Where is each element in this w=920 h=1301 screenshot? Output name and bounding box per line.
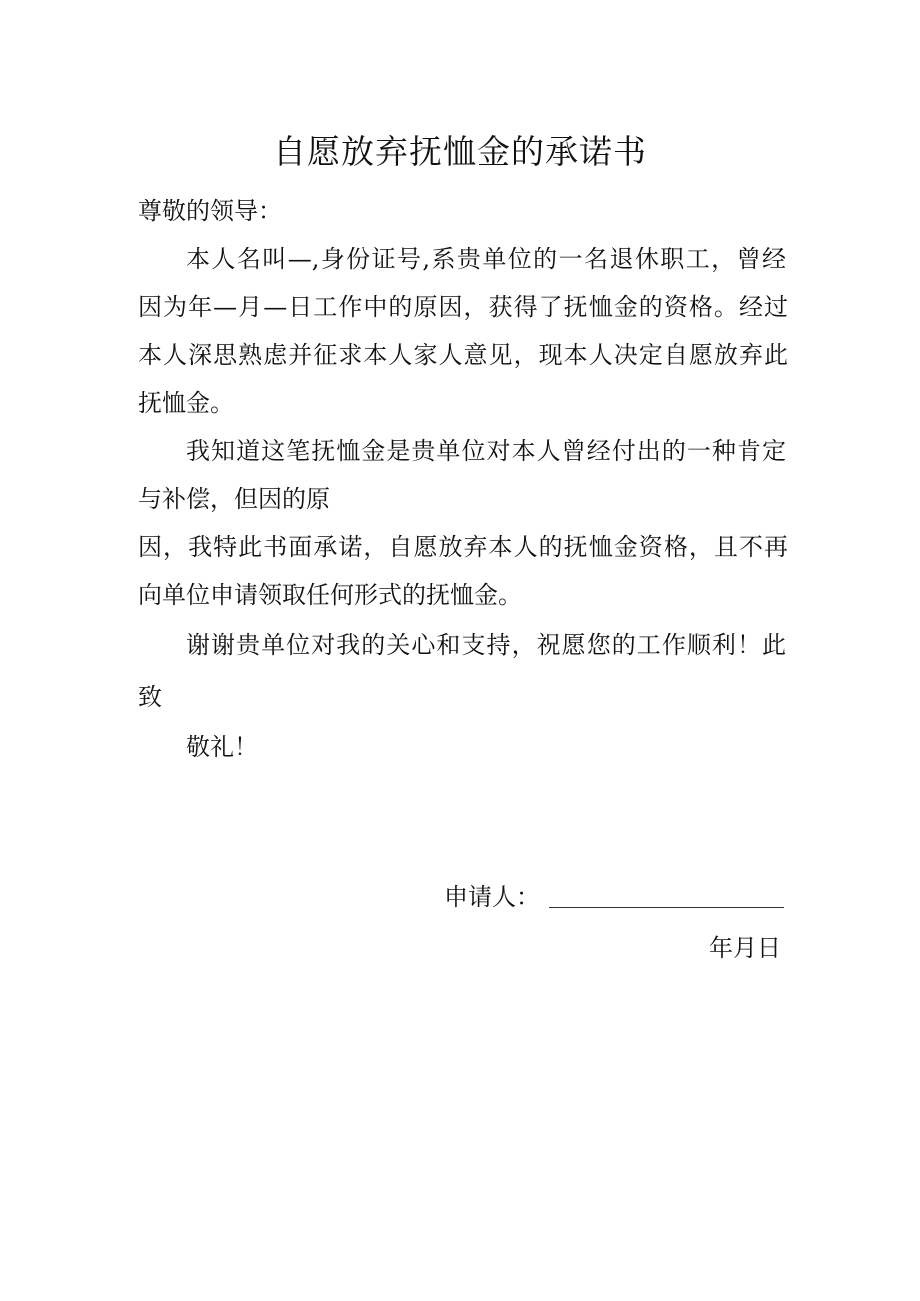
paragraph-1-line-1: 本人名叫—,身份证号,系贵单位的一名退休职工，曾经 <box>186 245 786 273</box>
salutation: 尊敬的领导： <box>138 197 282 225</box>
paragraph-1-line-4: 抚恤金。 <box>138 389 234 417</box>
closing-greeting: 敬礼！ <box>186 733 258 761</box>
paragraph-3-line-1: 谢谢贵单位对我的关心和支持，祝愿您的工作顺利！此 <box>186 631 786 659</box>
paragraph-1-line-3: 本人深思熟虑并征求本人家人意见，现本人决定自愿放弃此 <box>138 341 788 369</box>
applicant-label: 申请人： <box>444 883 540 911</box>
paragraph-2-line-2: 与补偿，但因的原 <box>138 485 330 513</box>
paragraph-2-line-4: 向单位申请领取任何形式的抚恤金。 <box>138 581 522 609</box>
document-title: 自愿放弃抚恤金的承诺书 <box>273 132 647 171</box>
paragraph-1-line-2: 因为年—月—日工作中的原因，获得了抚恤金的资格。经过 <box>138 293 788 321</box>
paragraph-3-line-2: 致 <box>138 683 162 711</box>
paragraph-2-line-3: 因，我特此书面承诺，自愿放弃本人的抚恤金资格，且不再 <box>138 533 788 561</box>
paragraph-2-line-1: 我知道这笔抚恤金是贵单位对本人曾经付出的一种肯定 <box>186 437 786 465</box>
date-label: 年月日 <box>709 934 781 962</box>
signature-line <box>549 907 784 908</box>
